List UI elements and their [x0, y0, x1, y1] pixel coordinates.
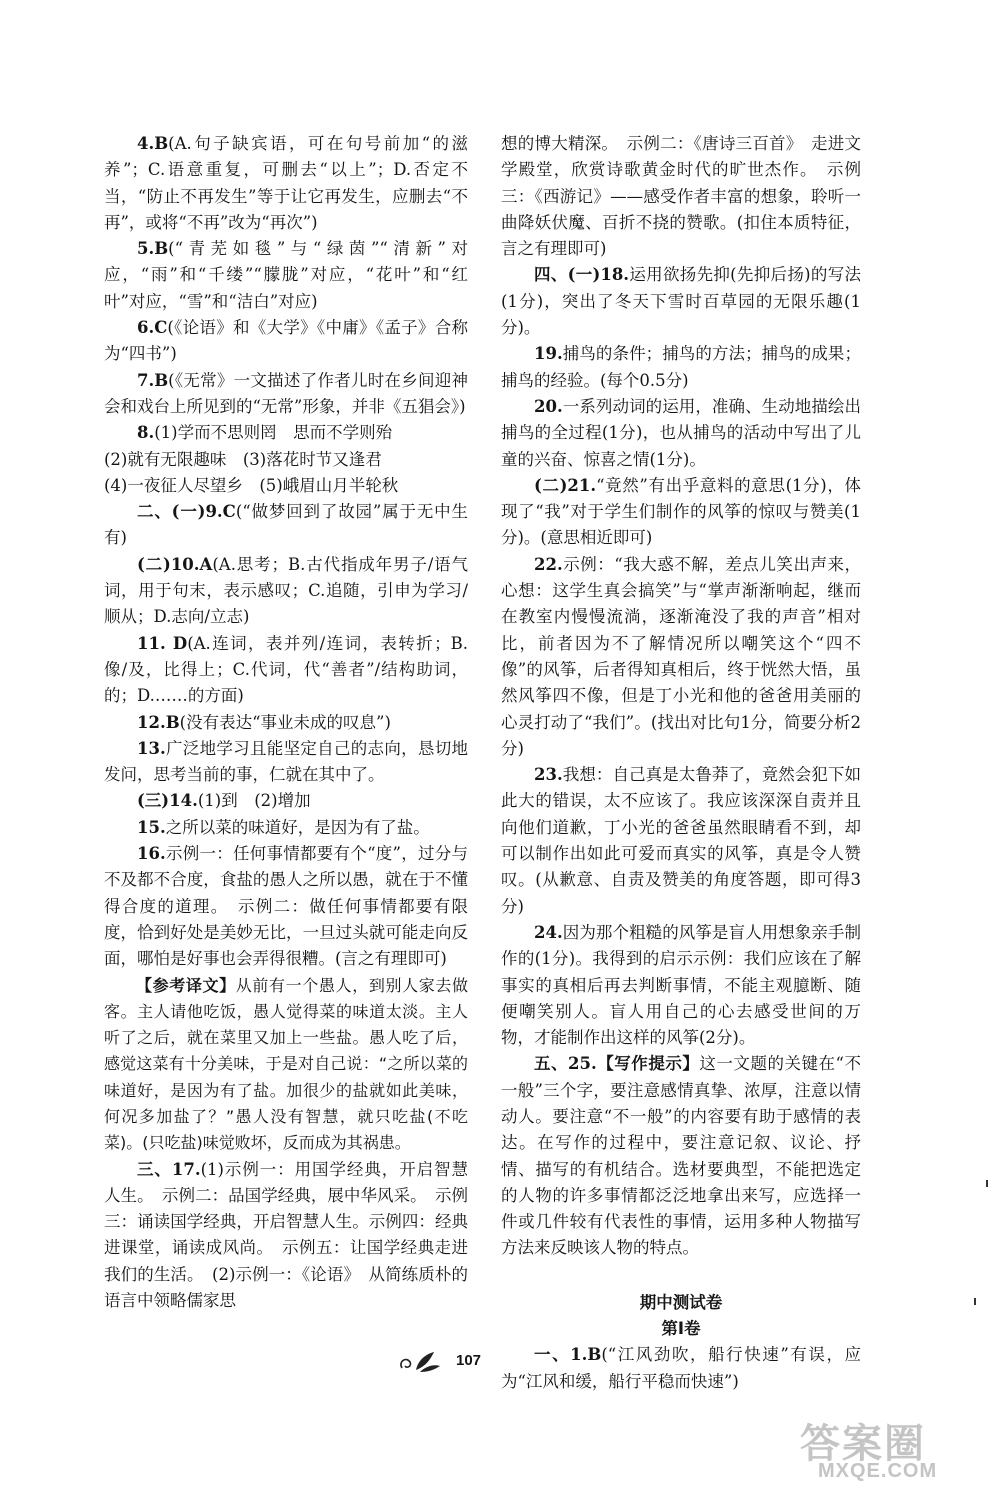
answer-text: 我想：自己真是太鲁莽了，竟然会犯下如此大的错误，太不应该了。我应该深深自责并且向他们道歉，丁小光的爸爸虽然眼睛看不到，却可以制作出如此可爱而真实的风筝，真是令人赞叹。(从歉意、自责及赞美的角度答题，即可得3分)	[501, 765, 861, 916]
answer-number: 四、(一)18.	[534, 265, 630, 285]
answer-paragraph	[501, 473, 861, 552]
answer-number: 【参考译文】	[136, 975, 236, 995]
answer-paragraph	[104, 631, 468, 710]
answer-paragraph	[104, 368, 468, 421]
answer-number: 6.C	[137, 318, 168, 338]
answer-number: 4.B	[137, 134, 169, 153]
answer-text: 示例：“我大惑不解，差点儿笑出声来，心想：这学生真会搞笑”与“掌声渐渐响起，继而在教室内慢慢流淌，逐渐淹没了我的声音”相对比，前者因为不了解情况所以嘲笑这个“四不像”的风筝，后者得知真相后，终于恍然大悟，虽然风筝四不像，但是丁小光和他的爸爸用美丽的心灵打动了“我们”。(找出对比句1分，简要分析2分)	[501, 554, 861, 758]
answer-text: (“江风劲吹，船行快速”有误，应为“江风和缓，船行平稳而快速”)	[501, 1345, 862, 1391]
answer-text: 运用欲扬先抑(先抑后扬)的写法(1分)，突出了冬天下雪时百草园的无限乐趣(1分)。	[501, 265, 861, 338]
answer-paragraph	[104, 552, 468, 631]
answer-text: (4)一夜征人尽望乡 (5)峨眉山月半轮秋	[104, 475, 399, 495]
answer-number: (二)10.A	[137, 554, 213, 574]
answer-paragraph	[501, 394, 861, 473]
answer-number: 16.	[137, 844, 166, 864]
answer-number: 13.	[137, 738, 166, 758]
answer-number: 一、1.B	[534, 1345, 602, 1365]
answer-text: (A.连词，表并列/连词，表转折；B.像/及，比得上；C.代词，代“善者”/结构助词，的；D.……的方面)	[104, 633, 469, 706]
answer-number: 20.	[534, 396, 563, 416]
answer-number: 24.	[534, 922, 563, 942]
answer-text: (1)到 (2)增加	[197, 791, 311, 811]
right-column-answers	[501, 131, 861, 1262]
answer-text: (《无常》一文描述了作者儿时在乡间迎神会和戏台上所见到的“无常”形象，并非《五猖会》)	[104, 370, 468, 416]
answer-number: 7.B	[137, 370, 169, 390]
answer-paragraph	[104, 815, 468, 841]
answer-text: (《论语》和《大学》《中庸》《孟子》合称为“四书”)	[104, 318, 468, 364]
page-number: 107	[456, 1352, 482, 1369]
answer-paragraph	[104, 131, 468, 236]
answer-number: (二)21.	[534, 475, 597, 495]
answer-paragraph	[501, 262, 861, 341]
answer-paragraph	[501, 341, 861, 394]
answer-paragraph	[104, 841, 468, 972]
answer-text: (“青芜如毯”与“绿茵”“清新”对应，“雨”和“千缕”“朦胧”对应，“花叶”和“红叶”对应，“雪”和“洁白”对应)	[104, 239, 468, 311]
answer-text: 想的博大精深。 示例二：《唐诗三百首》 走进文学殿堂，欣赏诗歌黄金时代的旷世杰作。 示例三：《西游记》——感受作者丰富的想象，聆听一曲降妖伏魔、百折不挠的赞歌。(扣住本质特征，言之有理即可)	[501, 134, 861, 259]
answer-paragraph	[104, 499, 468, 552]
section-subtitle: 第Ⅰ卷	[661, 1319, 701, 1339]
section-title: 期中测试卷	[639, 1292, 723, 1312]
answer-text: 一系列动词的运用，准确、生动地描绘出捕鸟的全过程(1分)，也从捕鸟的活动中写出了儿童的兴奋、惊喜之情(1分)。	[501, 396, 861, 469]
answer-text: (1)学而不思则罔 思而不学则殆	[154, 423, 393, 443]
answer-text: 因为那个粗糙的风筝是盲人用想象亲手制作的(1分)。我得到的启示示例：我们应该在了解事实的真相后再去判断事情，不能主观臆断、随便嘲笑别人。盲人用自己的心去感受世间的万物，才能制作出这样的风筝(2分)。	[501, 922, 861, 1048]
page-footer	[0, 1348, 1000, 1378]
answer-text: 这一文题的关键在“不一般”三个字，要注意感情真挚、浓厚，注意以情动人。要注意“不一般”的内容要有助于感情的表达。在写作的过程中，要注意记叙、议论、抒情、描写的有机结合。选材要典型，不能把选定的人物的许多事情都泛泛地拿出来写，应选择一件或几件较有代表性的事情，运用多种人物描写方法来反映该人物的特点。	[501, 1054, 861, 1258]
answer-paragraph	[104, 236, 468, 315]
answer-paragraph	[104, 1157, 468, 1315]
answer-text: 示例一：任何事情都要有个“度”，过分与不及都不合度，食盐的愚人之所以愚，就在于不懂得合度的道理。 示例二：做任何事情都要有限度，恰到好处是美妙无比，一旦过头就可能走向反面，哪怕是好事也会弄得很糟。(言之有理即可)	[104, 844, 468, 969]
answer-text: (A.句子缺宾语，可在句号前加“的滋养”；C.语意重复，可删去“以上”；D.否定不当，“防止不再发生”等于让它再发生，应删去“不再”，或将“不再”改为“再次”)	[104, 134, 468, 232]
watermark-url: MXQE.COM	[818, 1460, 938, 1482]
right-column	[501, 131, 861, 1395]
answer-text: (1)示例一：用国学经典，开启智慧人生。 示例二：品国学经典，展中华风采。 示例三：诵读国学经典，开启智慧人生。示例四：经典进课堂，诵读成风尚。 示例五：让国学经典走进我们的生活。 (2)示例一：《论语》 从简练质朴的语言中领略儒家思	[104, 1159, 468, 1311]
answer-paragraph	[104, 736, 468, 789]
answer-number: (三)14.	[137, 791, 198, 811]
answer-paragraph	[501, 552, 861, 762]
watermark-main: 答案圈	[800, 1421, 926, 1467]
answer-text: 捕鸟的条件；捕鸟的方法；捕鸟的成果；捕鸟的经验。(每个0.5分)	[501, 344, 861, 390]
answer-number: 三、17.	[137, 1159, 201, 1179]
answer-number: 15.	[137, 817, 166, 837]
answer-text: 广泛地学习且能坚定自己的志向，恳切地发问，思考当前的事，仁就在其中了。	[104, 738, 468, 785]
answer-number: 二、(一)9.C	[137, 502, 236, 522]
answer-paragraph	[104, 973, 468, 1157]
left-column	[104, 131, 468, 1314]
answer-paragraph	[104, 420, 468, 446]
answer-text: (A.思考；B.古代指成年男子/语气词，用于句末，表示感叹；C.追随，引申为学习/顺从；D.志向/立志)	[104, 554, 469, 627]
answer-paragraph	[501, 762, 861, 920]
answer-text: 之所以菜的味道好，是因为有了盐。	[165, 817, 430, 837]
answer-paragraph	[104, 447, 468, 473]
answer-paragraph	[104, 788, 468, 814]
answer-text: “竟然”有出乎意料的意思(1分)，体现了“我”对于学生们制作的风筝的惊叹与赞美(1分)。(意思相近即可)	[501, 475, 861, 548]
watermark-logo	[796, 1412, 986, 1488]
answer-text: (没有表达“事业未成的叹息”)	[179, 712, 391, 732]
answer-paragraph	[104, 473, 468, 499]
answer-number: 8.	[137, 423, 155, 443]
answer-paragraph	[104, 315, 468, 368]
answer-number: 11. D	[137, 633, 188, 653]
answer-paragraph	[104, 710, 468, 736]
margin-mark	[986, 1180, 988, 1187]
margin-mark	[974, 1298, 976, 1305]
answer-paragraph	[501, 1051, 861, 1261]
answer-number: 5.B	[137, 239, 169, 259]
answer-text: 从前有一个愚人，到别人家去做客。主人请他吃饭，愚人觉得菜的味道太淡。主人听了之后，就在菜里又加上一些盐。愚人吃了后，感觉这菜有十分美味，于是对自己说：“之所以菜的味道好，是因为有了盐。加很少的盐就如此美味，何况多加盐了？”愚人没有智慧，就只吃盐(不吃菜)。(只吃盐)味觉败坏，反而成为其祸患。	[104, 975, 468, 1153]
answer-number: 22.	[534, 554, 563, 574]
answer-number: 23.	[534, 765, 563, 785]
answer-text: (2)就有无限趣味 (3)落花时节又逢君	[104, 449, 382, 469]
answer-number: 12.B	[137, 712, 180, 732]
answer-paragraph	[501, 131, 861, 262]
swirl-leaf-ornament-icon	[396, 1348, 444, 1380]
answer-number: 19.	[534, 344, 563, 364]
answer-paragraph	[501, 920, 861, 1051]
answer-text: (“做梦回到了故园”属于无中生有)	[104, 502, 468, 548]
answer-number: 五、25.【写作提示】	[534, 1054, 700, 1074]
